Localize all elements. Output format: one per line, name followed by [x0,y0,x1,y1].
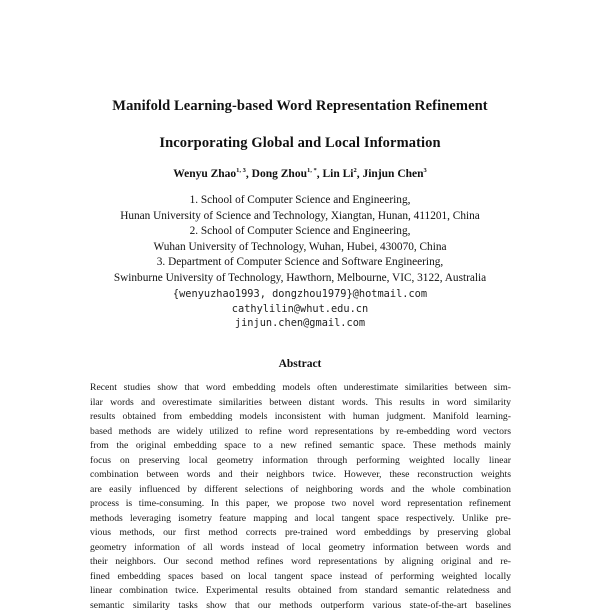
abstract-line: based methods are widely utilized to refine word representations by re-embedding word vectors [90,425,511,440]
author-affiliation-marker: 3 [424,167,427,174]
abstract-line: linear combination twice. Experimental results obtained from standard semantic relatedness and [90,584,511,599]
author-list [0,168,600,180]
affiliation-line: Swinburne University of Technology, Hawthorn, Melbourne, VIC, 3122, Australia [0,271,600,287]
author-separator: , [317,168,323,180]
author-affiliation-marker: 1, 3 [236,167,246,174]
author-separator: , [357,168,363,180]
author-affiliation-marker: 1, * [307,167,317,174]
abstract-heading: Abstract [0,358,600,370]
abstract-line: ilar words and overestimate similarities between distant words. This results in word similarity [90,396,511,411]
abstract-body [90,381,511,613]
author-name: Wenyu Zhao [173,168,236,180]
author-affiliation-marker: 2 [353,167,356,174]
abstract-line: geometry information of all words instead of local geometry information between words and [90,541,511,556]
author-name: Dong Zhou [252,168,307,180]
abstract-line: Recent studies show that word embedding models often underestimate similarities between sim- [90,381,511,396]
affiliation-line: 2. School of Computer Science and Engineering, [0,224,600,240]
paper-title-line-2: Incorporating Global and Local Information [0,135,600,152]
abstract-line: from the original embedding space to a new refined semantic space. These methods mainly [90,439,511,454]
abstract-line: results obtained from embedding models inconsistent with human judgment. Manifold learning- [90,410,511,425]
abstract-line: semantic similarity tasks show that our methods outperform various state-of-the-art baselines [90,599,511,613]
abstract-line: methods leveraging isometry feature mapping and local tangent space respectively. Unlike pre- [90,512,511,527]
email-line: jinjun.chen@gmail.com [0,316,600,331]
affiliation-line: 1. School of Computer Science and Engineering, [0,193,600,209]
author-separator: , [246,168,252,180]
abstract-line: their neighbors. Our second method refines word representations by aligning original and re- [90,555,511,570]
abstract-line: are easily influenced by different selections of neighboring words and the whole combination [90,483,511,498]
abstract-line: fined embedding spaces based on local tangent space instead of performing weighted locally [90,570,511,585]
affiliations-block [0,193,600,287]
affiliation-line: Hunan University of Science and Technology, Xiangtan, Hunan, 411201, China [0,209,600,225]
paper-title-line-1: Manifold Learning-based Word Representation Refinement [0,98,600,115]
affiliation-line: 3. Department of Computer Science and Software Engineering, [0,255,600,271]
abstract-line: vious methods, our first method corrects pre-trained word embeddings by preserving global [90,526,511,541]
author-name: Jinjun Chen [362,168,423,180]
abstract-line: process is time-consuming. In this paper, we propose two novel word representation refinement [90,497,511,512]
affiliation-line: Wuhan University of Technology, Wuhan, Hubei, 430070, China [0,240,600,256]
author-name: Lin Li [322,168,353,180]
email-block [0,287,600,331]
abstract-line: focus on preserving local geometry information through performing weighted locally linear [90,454,511,469]
email-line: cathylilin@whut.edu.cn [0,302,600,317]
email-line: {wenyuzhao1993, dongzhou1979}@hotmail.com [0,287,600,302]
abstract-line: combination between words and their neighbors twice. However, these reconstruction weights [90,468,511,483]
